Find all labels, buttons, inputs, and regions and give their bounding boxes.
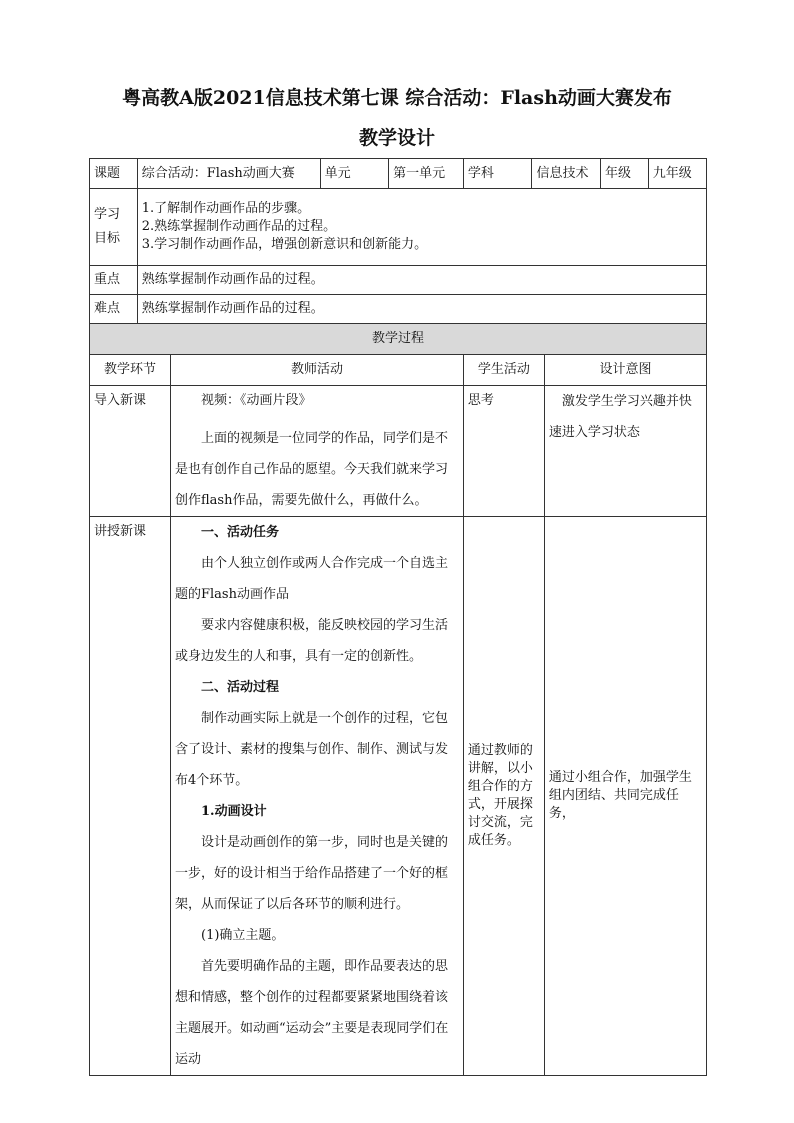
xueke-label: 学科 — [463, 159, 532, 189]
goals-label-line2: 目标 — [94, 231, 121, 246]
goals-list — [137, 189, 706, 266]
lecture-heading: 1.动画设计 — [201, 804, 267, 819]
difficulty-row — [90, 295, 707, 324]
lecture-paragraph: 由个人独立创作或两人合作完成一个自选主题的Flash动画作品 — [175, 556, 449, 602]
header-student: 学生活动 — [463, 355, 544, 386]
difficulty-label: 难点 — [90, 295, 138, 324]
lecture-paragraph: 要求内容健康积极，能反映校园的学习生活或身边发生的人和事，具有一定的创新性。 — [175, 618, 449, 664]
danyuan-value: 第一单元 — [389, 159, 464, 189]
difficulty-value: 熟练掌握制作动画作品的过程。 — [137, 295, 706, 324]
goal-item: 2.熟练掌握制作动画作品的过程。 — [141, 219, 337, 234]
lecture-teacher — [171, 517, 464, 1076]
lecture-heading: 二、活动过程 — [201, 680, 280, 695]
header-stage: 教学环节 — [90, 355, 171, 386]
document-subtitle: 教学设计 — [358, 127, 435, 149]
lecture-stage: 讲授新课 — [90, 517, 171, 1076]
process-band-row — [90, 324, 707, 355]
process-band: 教学过程 — [90, 324, 707, 355]
document-title: 粤高教A版2021信息技术第七课 综合活动：Flash动画大赛发布 — [122, 87, 672, 109]
column-header-row — [90, 355, 707, 386]
lecture-paragraph: (1)确立主题。 — [201, 928, 285, 943]
key-point-row — [90, 266, 707, 295]
goal-item: 3.学习制作动画作品，增强创新意识和创新能力。 — [141, 237, 428, 252]
lecture-row — [90, 517, 707, 1076]
intro-row — [90, 386, 707, 517]
lecture-heading: 一、活动任务 — [201, 525, 280, 540]
keti-label: 课题 — [90, 159, 138, 189]
key-point-label: 重点 — [90, 266, 138, 295]
keti-value: 综合活动：Flash动画大赛 — [137, 159, 320, 189]
danyuan-label: 单元 — [320, 159, 389, 189]
key-point-value: 熟练掌握制作动画作品的过程。 — [137, 266, 706, 295]
nianji-label: 年级 — [601, 159, 649, 189]
lecture-paragraph: 首先要明确作品的主题，即作品要表达的思想和情感，整个创作的过程都要紧紧地围绕着该主题展开。如动画“运动会”主要是表现同学们在运动 — [175, 959, 449, 1067]
header-intent: 设计意图 — [544, 355, 706, 386]
nianji-value: 九年级 — [648, 159, 706, 189]
intro-intent: 激发学生学习兴趣并快速进入学习状态 — [544, 386, 706, 517]
intro-student: 思考 — [463, 386, 544, 517]
goals-label — [90, 189, 138, 266]
goals-label-line1: 学习 — [94, 207, 121, 222]
lesson-plan-table — [89, 158, 707, 1076]
info-row — [90, 159, 707, 189]
goal-item: 1.了解制作动画作品的步骤。 — [141, 201, 311, 216]
lecture-paragraph: 设计是动画创作的第一步，同时也是关键的一步，好的设计相当于给作品搭建了一个好的框架，从而保证了以后各环节的顺利进行。 — [175, 835, 449, 912]
intro-teacher-line: 上面的视频是一位同学的作品，同学们是不是也有创作自己作品的愿望。今天我们就来学习创作flash作品，需要先做什么，再做什么。 — [175, 431, 449, 508]
lecture-student: 通过教师的讲解，以小组合作的方式，开展探讨交流，完成任务。 — [463, 517, 544, 1076]
intro-teacher — [171, 386, 464, 517]
xueke-value: 信息技术 — [532, 159, 601, 189]
header-teacher: 教师活动 — [171, 355, 464, 386]
intro-teacher-line: 视频：《动画片段》 — [201, 393, 312, 408]
intro-stage: 导入新课 — [90, 386, 171, 517]
goals-row — [90, 189, 707, 266]
lecture-intent: 通过小组合作，加强学生组内团结、共同完成任务， — [544, 517, 706, 1076]
lecture-paragraph: 制作动画实际上就是一个创作的过程，它包含了设计、素材的搜集与创作、制作、测试与发布4个环节。 — [175, 711, 449, 788]
